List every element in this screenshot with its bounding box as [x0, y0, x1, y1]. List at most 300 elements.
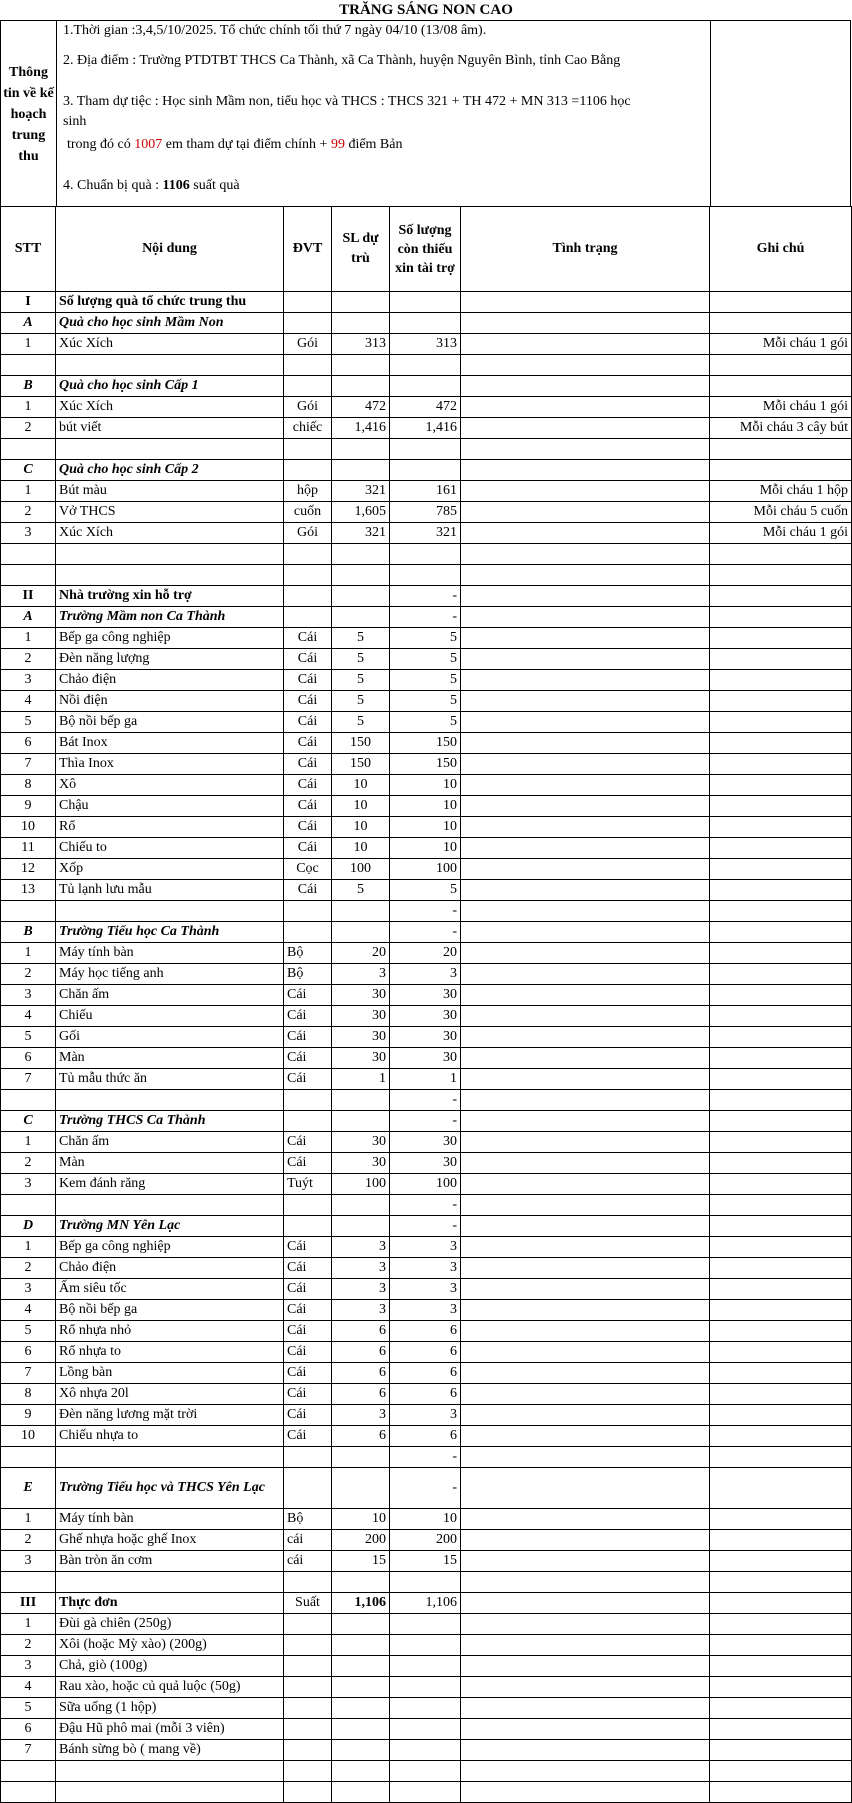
cell-content: bút viết [56, 418, 284, 439]
cell-missing: - [390, 1090, 461, 1111]
cell-status [461, 943, 710, 964]
cell-qty [332, 1447, 390, 1468]
cell-status [461, 859, 710, 880]
cell-stt [1, 1090, 56, 1111]
cell-content: Lồng bàn [56, 1363, 284, 1384]
cell-unit: Cái [284, 1426, 332, 1447]
cell-stt: 2 [1, 1530, 56, 1551]
cell-stt [1, 1572, 56, 1593]
cell-missing: 5 [390, 880, 461, 901]
cell-status [461, 523, 710, 544]
cell-unit [284, 376, 332, 397]
cell-note [710, 1761, 852, 1782]
cell-note [710, 943, 852, 964]
cell-status [461, 1027, 710, 1048]
cell-unit: Cái [284, 649, 332, 670]
table-row [1, 1698, 852, 1719]
cell-qty: 3 [332, 1258, 390, 1279]
cell-qty: 5 [332, 670, 390, 691]
cell-content: Bộ nồi bếp ga [56, 712, 284, 733]
cell-content: Trường THCS Ca Thành [56, 1111, 284, 1132]
cell-status [461, 1237, 710, 1258]
cell-note [710, 838, 852, 859]
cell-qty [332, 1468, 390, 1509]
cell-note [710, 1090, 852, 1111]
info-line-4-a: trong đó có [67, 137, 135, 152]
cell-note [710, 1719, 852, 1740]
cell-content: Vở THCS [56, 502, 284, 523]
table-body [1, 292, 852, 1803]
table-row [1, 1258, 852, 1279]
cell-unit: Cái [284, 691, 332, 712]
cell-status [461, 355, 710, 376]
cell-stt: 2 [1, 502, 56, 523]
cell-unit [284, 1090, 332, 1111]
cell-status [461, 544, 710, 565]
cell-note [710, 460, 852, 481]
table-row [1, 439, 852, 460]
cell-status [461, 922, 710, 943]
cell-content [56, 1782, 284, 1803]
cell-content [56, 565, 284, 586]
table-row [1, 1006, 852, 1027]
cell-status [461, 502, 710, 523]
cell-qty: 200 [332, 1530, 390, 1551]
info-line-4-n1: 1007 [134, 137, 163, 152]
table-row [1, 964, 852, 985]
cell-missing: 161 [390, 481, 461, 502]
cell-note [710, 565, 852, 586]
cell-qty: 20 [332, 943, 390, 964]
table-row [1, 1237, 852, 1258]
cell-note [710, 712, 852, 733]
cell-unit: Cái [284, 1342, 332, 1363]
header-status: Tình trạng [461, 207, 710, 292]
page-title: TRĂNG SÁNG NON CAO [339, 2, 513, 18]
table-row [1, 754, 852, 775]
table-row [1, 1782, 852, 1803]
cell-stt: 8 [1, 1384, 56, 1405]
cell-qty: 6 [332, 1342, 390, 1363]
table-row [1, 670, 852, 691]
cell-qty: 1,605 [332, 502, 390, 523]
cell-qty [332, 922, 390, 943]
cell-qty [332, 313, 390, 334]
cell-missing: - [390, 1468, 461, 1509]
table-row [1, 376, 852, 397]
cell-content: Quà cho học sinh Cấp 1 [56, 376, 284, 397]
cell-status [461, 796, 710, 817]
info-line-3: 3. Tham dự tiệc : Học sinh Mầm non, tiểu học và THCS : THCS 321 + TH 472 + MN 313 =1106 học [63, 94, 631, 109]
cell-missing: 1,416 [390, 418, 461, 439]
cell-stt: 4 [1, 1677, 56, 1698]
cell-status [461, 1468, 710, 1509]
cell-unit: Cái [284, 1153, 332, 1174]
cell-status [461, 292, 710, 313]
cell-content: Quà cho học sinh Cấp 2 [56, 460, 284, 481]
cell-status [461, 439, 710, 460]
cell-stt: 3 [1, 1174, 56, 1195]
cell-note [710, 1027, 852, 1048]
cell-content: Chả, giò (100g) [56, 1656, 284, 1677]
cell-note [710, 1300, 852, 1321]
cell-qty: 150 [332, 733, 390, 754]
table-row [1, 1426, 852, 1447]
cell-missing: 5 [390, 649, 461, 670]
table-row [1, 1027, 852, 1048]
cell-missing: 10 [390, 838, 461, 859]
cell-status [461, 1321, 710, 1342]
cell-missing: 30 [390, 1027, 461, 1048]
cell-missing: 30 [390, 1132, 461, 1153]
cell-status [461, 817, 710, 838]
cell-unit [284, 460, 332, 481]
cell-note [710, 439, 852, 460]
table-row [1, 397, 852, 418]
cell-content [56, 1195, 284, 1216]
table-row [1, 1509, 852, 1530]
cell-qty: 5 [332, 712, 390, 733]
cell-missing: 30 [390, 985, 461, 1006]
cell-unit [284, 1195, 332, 1216]
cell-content: Trường MN Yên Lạc [56, 1216, 284, 1237]
cell-missing [390, 544, 461, 565]
cell-unit: Cái [284, 1384, 332, 1405]
table-row [1, 1132, 852, 1153]
cell-note [710, 1279, 852, 1300]
table-row [1, 691, 852, 712]
cell-content: Trường Tiểu học và THCS Yên Lạc [56, 1468, 284, 1509]
cell-stt [1, 439, 56, 460]
info-line-5 [63, 176, 240, 196]
cell-missing [390, 439, 461, 460]
table-row [1, 1447, 852, 1468]
cell-stt: 9 [1, 796, 56, 817]
table-row [1, 817, 852, 838]
cell-note [710, 1551, 852, 1572]
cell-status [461, 649, 710, 670]
cell-missing [390, 460, 461, 481]
info-label: Thông tin về kế hoạch trung thu [1, 21, 57, 207]
cell-note [710, 1195, 852, 1216]
cell-status [461, 1195, 710, 1216]
cell-note [710, 313, 852, 334]
cell-missing: 3 [390, 1405, 461, 1426]
cell-stt: 3 [1, 670, 56, 691]
cell-note: Mỗi cháu 1 hộp [710, 481, 852, 502]
cell-unit [284, 1468, 332, 1509]
cell-status [461, 460, 710, 481]
cell-qty [332, 1761, 390, 1782]
cell-note [710, 1426, 852, 1447]
table-row [1, 1300, 852, 1321]
cell-stt: III [1, 1593, 56, 1614]
cell-qty: 321 [332, 523, 390, 544]
cell-missing: 6 [390, 1384, 461, 1405]
cell-missing: - [390, 607, 461, 628]
cell-stt: 1 [1, 1132, 56, 1153]
cell-missing [390, 1656, 461, 1677]
cell-content: Máy tính bàn [56, 943, 284, 964]
cell-qty [332, 607, 390, 628]
cell-content: Bàn tròn ăn cơm [56, 1551, 284, 1572]
cell-content: Nồi điện [56, 691, 284, 712]
cell-content: Bếp ga công nghiệp [56, 628, 284, 649]
cell-unit: Bộ [284, 943, 332, 964]
cell-content [56, 1447, 284, 1468]
cell-qty [332, 1614, 390, 1635]
cell-missing [390, 1635, 461, 1656]
cell-unit: Tuýt [284, 1174, 332, 1195]
cell-unit: cuốn [284, 502, 332, 523]
cell-content: Nhà trường xin hỗ trợ [56, 586, 284, 607]
cell-unit [284, 1614, 332, 1635]
cell-unit: Bộ [284, 1509, 332, 1530]
cell-content: Đùi gà chiên (250g) [56, 1614, 284, 1635]
info-line-2: 2. Địa điểm : Trường PTDTBT THCS Ca Thành, xã Ca Thành, huyện Nguyên Bình, tỉnh Cao Bằng [63, 53, 621, 68]
cell-stt: 7 [1, 754, 56, 775]
table-row [1, 586, 852, 607]
cell-missing: 10 [390, 1509, 461, 1530]
cell-status [461, 1447, 710, 1468]
cell-status [461, 418, 710, 439]
table-row [1, 1468, 852, 1509]
cell-qty: 5 [332, 691, 390, 712]
cell-note [710, 1656, 852, 1677]
cell-stt: B [1, 922, 56, 943]
cell-note [710, 1635, 852, 1656]
cell-content [56, 1572, 284, 1593]
cell-unit [284, 1635, 332, 1656]
cell-status [461, 1384, 710, 1405]
cell-note [710, 922, 852, 943]
cell-status [461, 1635, 710, 1656]
cell-unit: Cái [284, 1006, 332, 1027]
cell-stt: 5 [1, 712, 56, 733]
header-unit: ĐVT [284, 207, 332, 292]
cell-stt: 3 [1, 523, 56, 544]
cell-missing [390, 376, 461, 397]
table-row [1, 565, 852, 586]
cell-note [710, 1698, 852, 1719]
cell-status [461, 1342, 710, 1363]
cell-qty [332, 1698, 390, 1719]
cell-missing: 10 [390, 775, 461, 796]
cell-content: Kem đánh răng [56, 1174, 284, 1195]
cell-content [56, 439, 284, 460]
cell-note [710, 628, 852, 649]
cell-stt: C [1, 1111, 56, 1132]
cell-note [710, 607, 852, 628]
cell-content [56, 1090, 284, 1111]
cell-status [461, 1216, 710, 1237]
cell-qty: 313 [332, 334, 390, 355]
cell-unit: Gói [284, 397, 332, 418]
cell-unit: Cái [284, 775, 332, 796]
cell-missing: 6 [390, 1342, 461, 1363]
cell-content: Chiếu nhựa to [56, 1426, 284, 1447]
cell-missing [390, 1719, 461, 1740]
cell-stt: D [1, 1216, 56, 1237]
cell-missing [390, 1677, 461, 1698]
cell-qty [332, 544, 390, 565]
cell-missing: - [390, 586, 461, 607]
cell-qty: 6 [332, 1363, 390, 1384]
cell-note [710, 1111, 852, 1132]
cell-note [710, 691, 852, 712]
cell-note [710, 1405, 852, 1426]
table-row [1, 1090, 852, 1111]
cell-unit: Suất [284, 1593, 332, 1614]
cell-content: Trường Mầm non Ca Thành [56, 607, 284, 628]
cell-content: Thực đơn [56, 1593, 284, 1614]
cell-missing [390, 1740, 461, 1761]
cell-note [710, 292, 852, 313]
cell-stt [1, 1761, 56, 1782]
cell-unit [284, 313, 332, 334]
cell-content: Rổ [56, 817, 284, 838]
cell-note [710, 1069, 852, 1090]
cell-status [461, 397, 710, 418]
cell-content [56, 544, 284, 565]
cell-stt: 11 [1, 838, 56, 859]
table-row [1, 1761, 852, 1782]
cell-unit: Cái [284, 670, 332, 691]
table-row [1, 1405, 852, 1426]
cell-missing: - [390, 1447, 461, 1468]
cell-missing: 3 [390, 1300, 461, 1321]
cell-qty [332, 1195, 390, 1216]
cell-content: Tủ lạnh lưu mẫu [56, 880, 284, 901]
cell-status [461, 985, 710, 1006]
table-row [1, 460, 852, 481]
cell-content: Chiếu [56, 1006, 284, 1027]
cell-unit: Cái [284, 1405, 332, 1426]
cell-stt: 3 [1, 985, 56, 1006]
cell-unit: Cái [284, 1279, 332, 1300]
info-line-5-c: suất quà [189, 178, 240, 193]
cell-missing [390, 1782, 461, 1803]
cell-content: Thìa Inox [56, 754, 284, 775]
cell-content: Chiếu to [56, 838, 284, 859]
cell-missing [390, 292, 461, 313]
cell-note [710, 376, 852, 397]
cell-note [710, 1593, 852, 1614]
cell-note [710, 1614, 852, 1635]
table-row [1, 1342, 852, 1363]
cell-content: Màn [56, 1153, 284, 1174]
cell-status [461, 628, 710, 649]
cell-qty [332, 355, 390, 376]
table-row [1, 838, 852, 859]
cell-stt: 5 [1, 1698, 56, 1719]
cell-status [461, 901, 710, 922]
cell-status [461, 1509, 710, 1530]
table-row [1, 922, 852, 943]
table-row [1, 502, 852, 523]
table-row [1, 1530, 852, 1551]
cell-unit: Cái [284, 880, 332, 901]
cell-stt [1, 544, 56, 565]
cell-missing [390, 1761, 461, 1782]
cell-stt: 1 [1, 334, 56, 355]
table-row [1, 1153, 852, 1174]
cell-content: Xúc Xích [56, 523, 284, 544]
cell-unit: Cái [284, 1027, 332, 1048]
cell-stt: 4 [1, 1300, 56, 1321]
cell-unit [284, 607, 332, 628]
cell-content: Máy học tiếng anh [56, 964, 284, 985]
cell-unit [284, 1447, 332, 1468]
cell-note [710, 1530, 852, 1551]
info-line-3b: sinh [63, 114, 87, 129]
cell-note [710, 1447, 852, 1468]
cell-stt: E [1, 1468, 56, 1509]
table-row [1, 355, 852, 376]
cell-status [461, 1614, 710, 1635]
cell-content: Chậu [56, 796, 284, 817]
cell-unit: Cái [284, 754, 332, 775]
cell-content: Xô nhựa 20l [56, 1384, 284, 1405]
cell-unit: Cái [284, 796, 332, 817]
cell-missing: 150 [390, 754, 461, 775]
cell-qty [332, 1656, 390, 1677]
cell-stt: 5 [1, 1027, 56, 1048]
cell-note: Mỗi cháu 1 gói [710, 397, 852, 418]
cell-qty: 30 [332, 985, 390, 1006]
cell-status [461, 586, 710, 607]
table-row [1, 607, 852, 628]
cell-content: Màn [56, 1048, 284, 1069]
cell-unit: Cái [284, 985, 332, 1006]
table-row [1, 418, 852, 439]
cell-note [710, 859, 852, 880]
table-row [1, 1195, 852, 1216]
cell-unit: Cái [284, 838, 332, 859]
cell-qty: 5 [332, 628, 390, 649]
cell-stt: 4 [1, 691, 56, 712]
table-row [1, 1321, 852, 1342]
cell-stt [1, 1782, 56, 1803]
cell-status [461, 1530, 710, 1551]
cell-stt: 3 [1, 1656, 56, 1677]
cell-stt: 5 [1, 1321, 56, 1342]
cell-missing: 5 [390, 670, 461, 691]
cell-content: Xúc Xích [56, 397, 284, 418]
cell-content: Chăn ấm [56, 1132, 284, 1153]
cell-status [461, 1572, 710, 1593]
cell-qty: 472 [332, 397, 390, 418]
info-divider [710, 21, 711, 207]
cell-missing [390, 565, 461, 586]
table-row [1, 775, 852, 796]
cell-unit [284, 1111, 332, 1132]
cell-note [710, 880, 852, 901]
cell-qty: 3 [332, 964, 390, 985]
cell-unit: Gói [284, 523, 332, 544]
cell-missing: 30 [390, 1153, 461, 1174]
cell-missing: - [390, 1111, 461, 1132]
table-row [1, 334, 852, 355]
cell-unit: Cái [284, 1048, 332, 1069]
cell-qty: 100 [332, 1174, 390, 1195]
cell-unit [284, 1719, 332, 1740]
cell-note [710, 355, 852, 376]
cell-unit [284, 1572, 332, 1593]
cell-qty [332, 1740, 390, 1761]
cell-stt [1, 901, 56, 922]
cell-note [710, 754, 852, 775]
